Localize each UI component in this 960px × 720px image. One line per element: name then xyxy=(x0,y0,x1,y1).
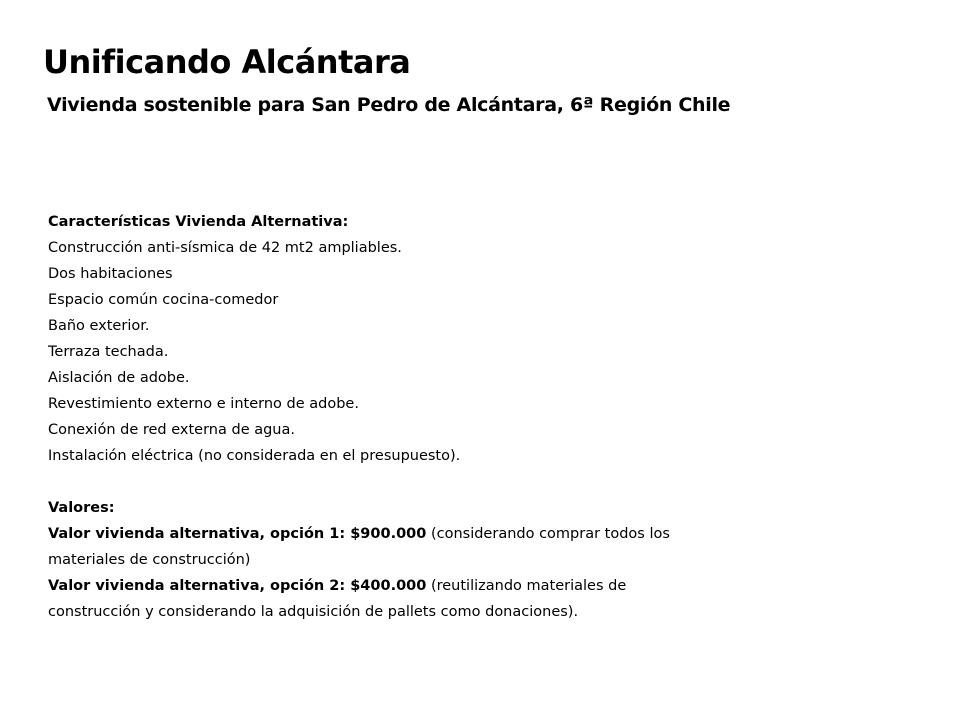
feature-item: Instalación eléctrica (no considerada en el presupuesto). xyxy=(48,448,461,464)
value-option-1-note-continued: materiales de construcción) xyxy=(48,552,251,568)
section-spacer xyxy=(48,469,768,495)
feature-item: Conexión de red externa de agua. xyxy=(48,422,295,438)
value-option-2-note-continued: construcción y considerando la adquisición de pallets como donaciones). xyxy=(48,604,579,620)
value-option-1-label: Valor vivienda alternativa, opción 1: $900.000 xyxy=(48,526,427,542)
feature-item: Espacio común cocina-comedor xyxy=(48,292,279,308)
values-heading: Valores: xyxy=(48,500,115,516)
value-option-1-note: (considerando comprar todos los xyxy=(426,526,670,542)
feature-item: Terraza techada. xyxy=(48,344,169,360)
feature-item: Baño exterior. xyxy=(48,318,150,334)
feature-item: Aislación de adobe. xyxy=(48,370,190,386)
slide-subtitle: Vivienda sostenible para San Pedro de Alcántara, 6ª Región Chile xyxy=(47,94,731,116)
feature-item: Construcción anti-sísmica de 42 mt2 ampliables. xyxy=(48,240,402,256)
value-option-2 xyxy=(48,573,768,599)
value-option-1 xyxy=(48,521,768,547)
slide-title: Unificando Alcántara xyxy=(43,43,411,81)
feature-item: Revestimiento externo e interno de adobe. xyxy=(48,396,359,412)
feature-item: Dos habitaciones xyxy=(48,266,173,282)
value-option-2-note: (reutilizando materiales de xyxy=(426,578,627,594)
features-heading: Características Vivienda Alternativa: xyxy=(48,214,349,230)
slide-body xyxy=(48,209,768,625)
value-option-2-label: Valor vivienda alternativa, opción 2: $400.000 xyxy=(48,578,427,594)
